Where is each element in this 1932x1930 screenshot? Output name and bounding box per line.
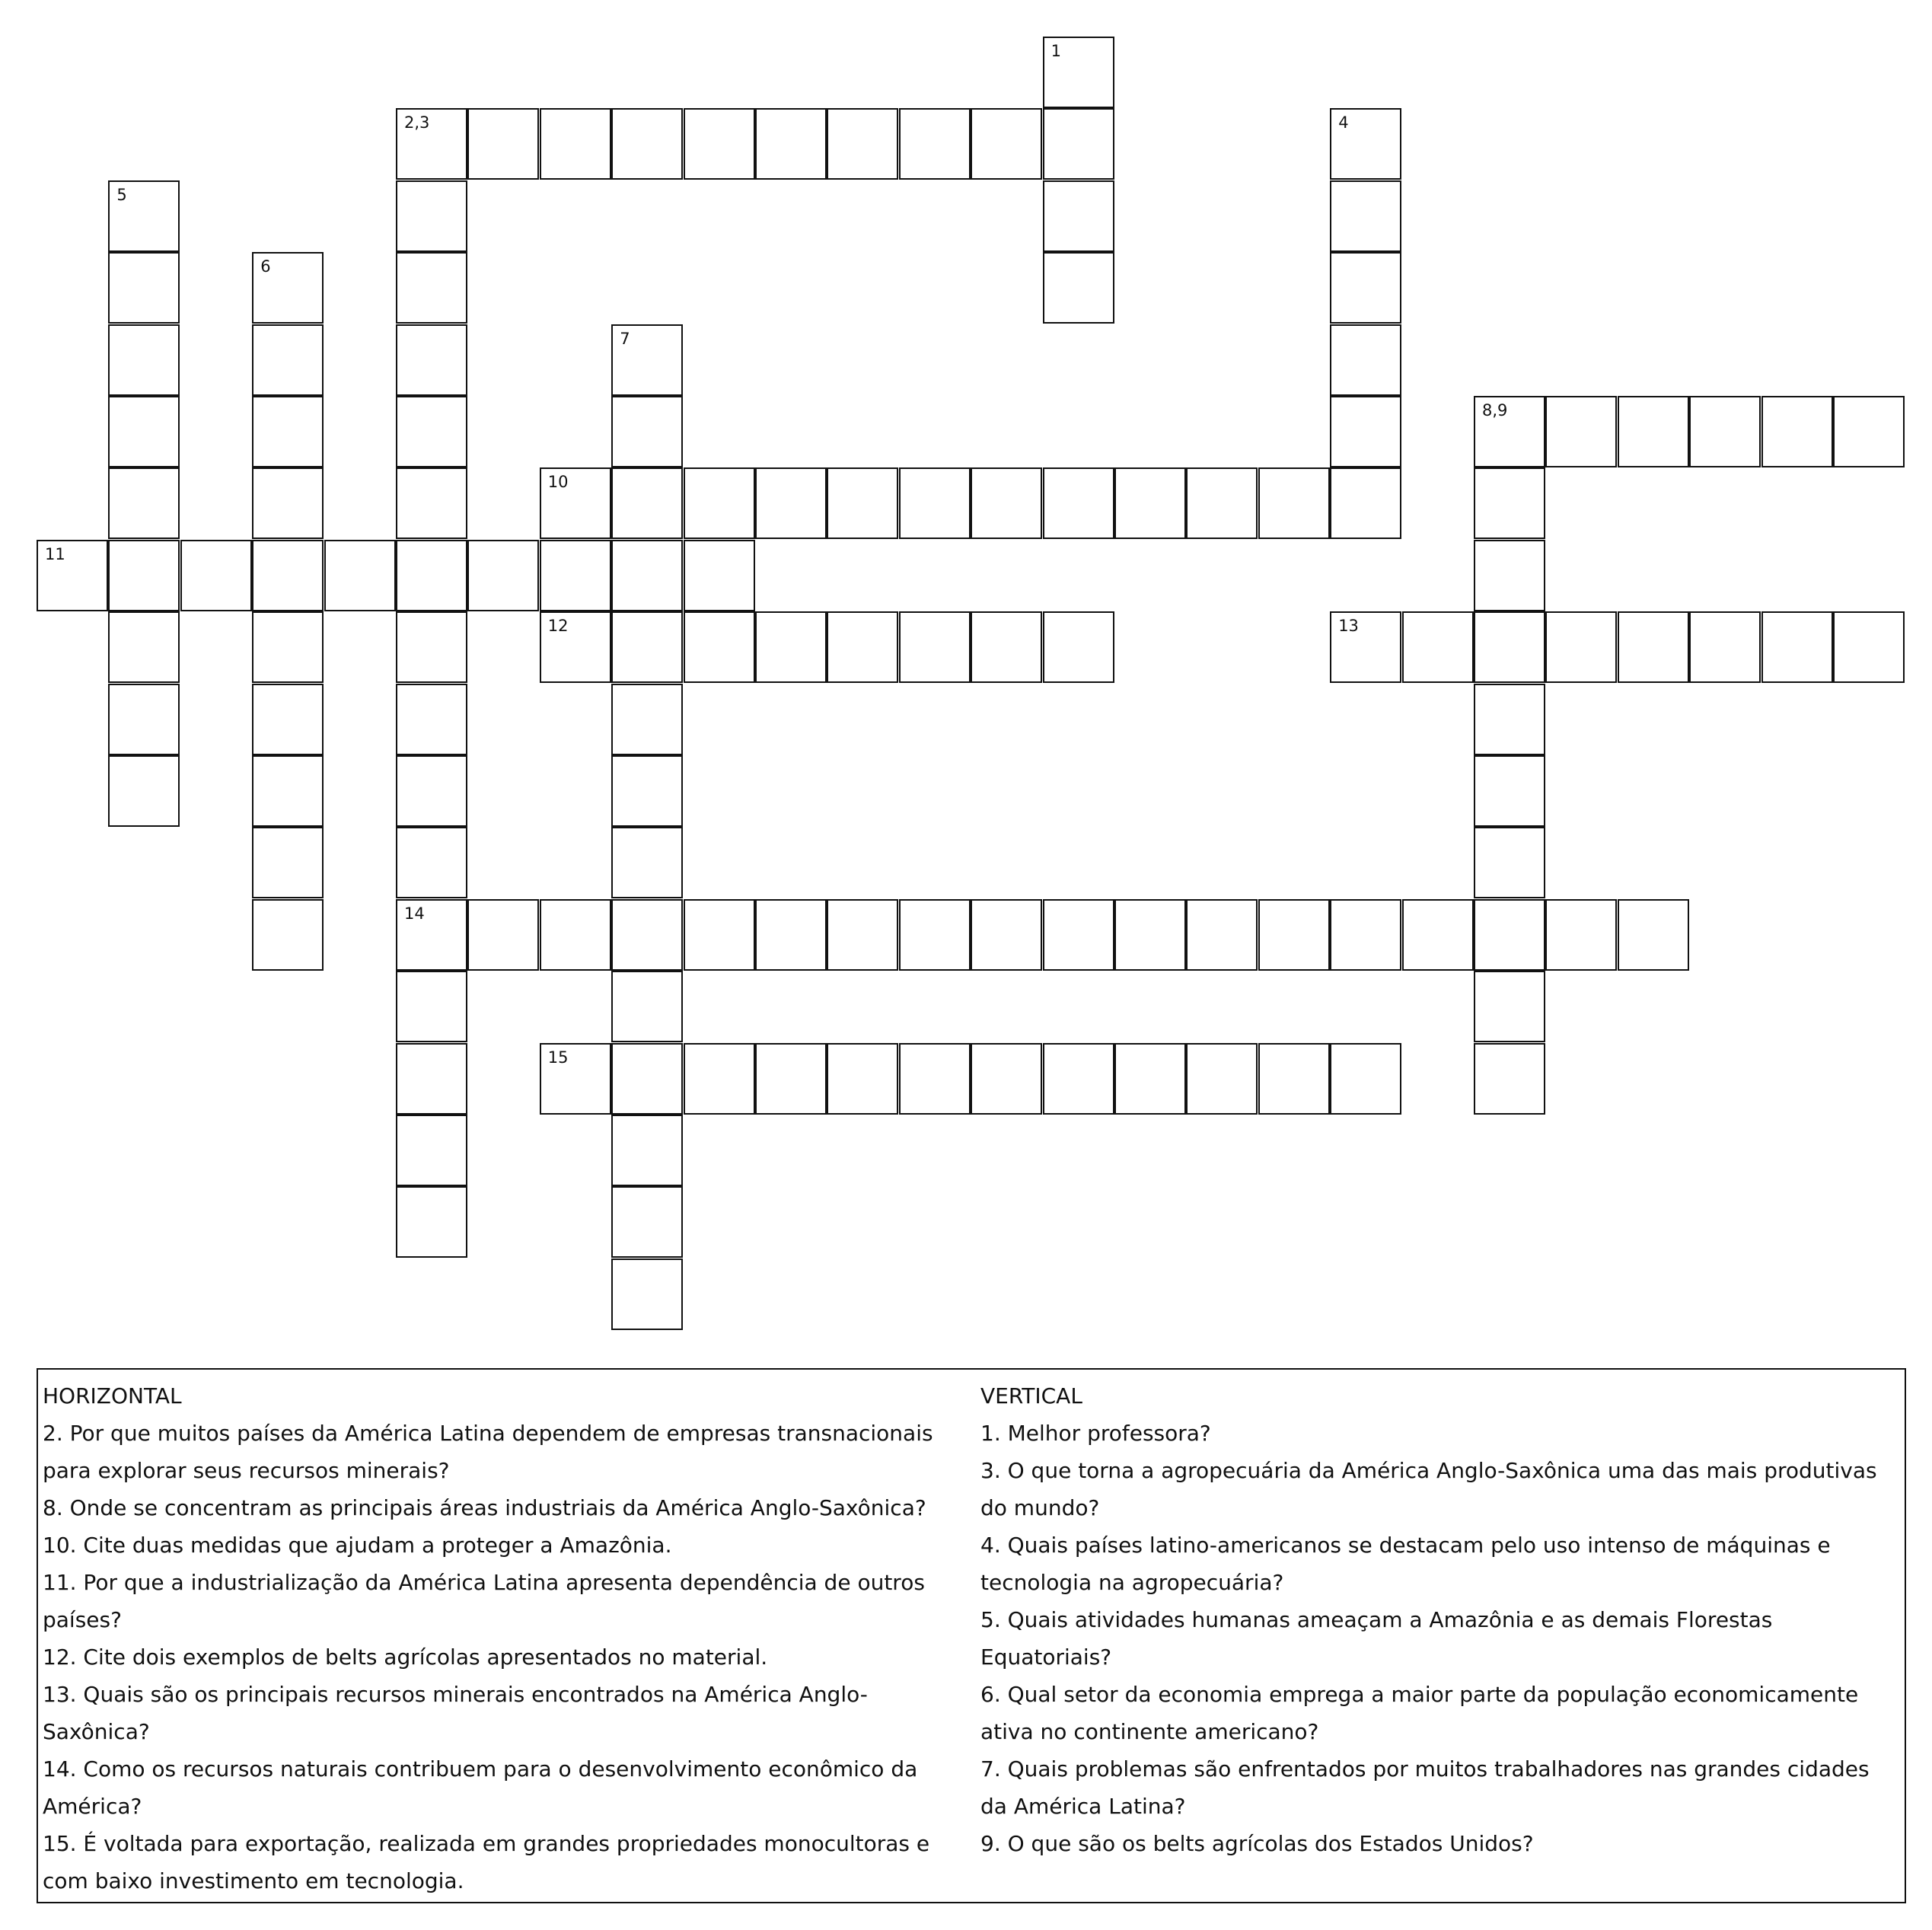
grid-cell[interactable] — [1761, 611, 1833, 683]
horizontal-clues — [43, 1377, 964, 1900]
grid-cell[interactable] — [396, 755, 467, 827]
grid-cell[interactable] — [108, 180, 180, 252]
grid-cell[interactable] — [611, 396, 683, 467]
grid-cell[interactable] — [540, 540, 611, 611]
grid-cell[interactable] — [611, 1115, 683, 1186]
grid-cell[interactable] — [684, 467, 755, 539]
grid-cell[interactable] — [684, 1043, 755, 1115]
grid-cell[interactable] — [252, 899, 324, 971]
grid-cell[interactable] — [899, 611, 971, 683]
grid-cell[interactable] — [611, 684, 683, 755]
grid-cell[interactable] — [396, 827, 467, 898]
grid-cell[interactable] — [1330, 899, 1401, 971]
grid-cell[interactable] — [1761, 396, 1833, 467]
grid-cell[interactable] — [611, 1186, 683, 1258]
grid-cell[interactable] — [324, 540, 396, 611]
grid-cell[interactable] — [899, 108, 971, 180]
grid-cell[interactable] — [396, 108, 467, 180]
grid-cell[interactable] — [1114, 1043, 1186, 1115]
grid-cell[interactable] — [1689, 611, 1761, 683]
grid-cell[interactable] — [396, 180, 467, 252]
grid-cell[interactable] — [1186, 1043, 1258, 1115]
clue-number: 11 — [45, 544, 65, 563]
grid-cell[interactable] — [1474, 899, 1545, 971]
grid-cell[interactable] — [396, 467, 467, 539]
grid-cell[interactable] — [971, 108, 1042, 180]
grid-cell[interactable] — [1330, 396, 1401, 467]
grid-cell[interactable] — [899, 899, 971, 971]
grid-cell[interactable] — [827, 611, 898, 683]
grid-cell[interactable] — [1545, 611, 1617, 683]
clue-down-9: 9. O que são os belts agrícolas dos Estados Unidos? — [980, 1831, 1534, 1856]
grid-cell[interactable] — [1402, 899, 1474, 971]
grid-cell[interactable] — [1043, 1043, 1114, 1115]
grid-cell[interactable] — [396, 684, 467, 755]
grid-cell[interactable] — [1618, 899, 1689, 971]
grid-cell[interactable] — [252, 684, 324, 755]
grid-cell[interactable] — [396, 324, 467, 396]
grid-cell[interactable] — [252, 755, 324, 827]
clue-number: 6 — [260, 257, 271, 276]
grid-cell[interactable] — [971, 611, 1042, 683]
grid-cell[interactable] — [899, 467, 971, 539]
grid-cell[interactable] — [1689, 396, 1761, 467]
grid-cell[interactable] — [1186, 467, 1258, 539]
clue-number: 15 — [547, 1048, 569, 1067]
grid-cell[interactable] — [396, 1043, 467, 1115]
clue-number: 1 — [1050, 42, 1061, 60]
grid-cell[interactable] — [1114, 467, 1186, 539]
grid-cell[interactable] — [611, 899, 683, 971]
grid-cell[interactable] — [467, 540, 539, 611]
clue-down-1: 1. Melhor professora? — [980, 1421, 1211, 1446]
clue-number: 7 — [620, 329, 630, 348]
grid-cell[interactable] — [540, 108, 611, 180]
clue-across-13: 13. Quais são os principais recursos minerais encontrados na América Anglo-Saxônica? — [43, 1682, 868, 1744]
grid-cell[interactable] — [1043, 37, 1114, 108]
grid-cell[interactable] — [755, 1043, 827, 1115]
grid-cell[interactable] — [396, 971, 467, 1042]
grid-cell[interactable] — [611, 1043, 683, 1115]
grid-cell[interactable] — [1474, 540, 1545, 611]
grid-cell[interactable] — [252, 827, 324, 898]
grid-cell[interactable] — [971, 1043, 1042, 1115]
grid-cell[interactable] — [611, 971, 683, 1042]
grid-cell[interactable] — [1618, 611, 1689, 683]
grid-cell[interactable] — [1186, 899, 1258, 971]
grid-cell[interactable] — [108, 611, 180, 683]
grid-cell[interactable] — [611, 540, 683, 611]
clue-down-6: 6. Qual setor da economia emprega a maior parte da população economicamente ativa no continente americano? — [980, 1682, 1859, 1744]
grid-cell[interactable] — [1043, 899, 1114, 971]
clue-number: 13 — [1338, 617, 1359, 636]
grid-cell[interactable] — [1043, 108, 1114, 180]
grid-cell[interactable] — [1043, 252, 1114, 324]
grid-cell[interactable] — [1474, 611, 1545, 683]
grid-cell[interactable] — [1043, 467, 1114, 539]
grid-cell[interactable] — [108, 540, 180, 611]
grid-cell[interactable] — [108, 252, 180, 324]
grid-cell[interactable] — [540, 611, 611, 683]
grid-cell[interactable] — [37, 540, 108, 611]
vertical-clues — [980, 1377, 1900, 1862]
grid-cell[interactable] — [971, 899, 1042, 971]
grid-cell[interactable] — [1258, 899, 1330, 971]
grid-cell[interactable] — [1474, 1043, 1545, 1115]
grid-cell[interactable] — [611, 827, 683, 898]
grid-cell[interactable] — [252, 324, 324, 396]
grid-cell[interactable] — [1474, 755, 1545, 827]
grid-cell[interactable] — [1330, 252, 1401, 324]
grid-cell[interactable] — [611, 611, 683, 683]
grid-cell[interactable] — [396, 899, 467, 971]
grid-cell[interactable] — [396, 252, 467, 324]
grid-cell[interactable] — [540, 467, 611, 539]
grid-cell[interactable] — [827, 899, 898, 971]
clue-number: 10 — [547, 473, 569, 492]
clue-across-10: 10. Cite duas medidas que ajudam a proteger a Amazônia. — [43, 1533, 672, 1558]
grid-cell[interactable] — [108, 684, 180, 755]
grid-cell[interactable] — [396, 540, 467, 611]
grid-cell[interactable] — [827, 108, 898, 180]
grid-cell[interactable] — [108, 324, 180, 396]
grid-cell[interactable] — [684, 611, 755, 683]
grid-cell[interactable] — [1545, 396, 1617, 467]
grid-cell[interactable] — [396, 1186, 467, 1258]
grid-cell[interactable] — [611, 755, 683, 827]
grid-cell[interactable] — [396, 611, 467, 683]
grid-cell[interactable] — [1833, 396, 1905, 467]
grid-cell[interactable] — [611, 108, 683, 180]
grid-cell[interactable] — [755, 467, 827, 539]
grid-cell[interactable] — [611, 467, 683, 539]
grid-cell[interactable] — [467, 899, 539, 971]
grid-cell[interactable] — [108, 396, 180, 467]
grid-cell[interactable] — [252, 467, 324, 539]
clue-across-2: 2. Por que muitos países da América Latina dependem de empresas transnacionais para explorar seus recursos minerais? — [43, 1421, 933, 1483]
grid-cell[interactable] — [252, 396, 324, 467]
grid-cell[interactable] — [1330, 180, 1401, 252]
clue-down-7: 7. Quais problemas são enfrentados por muitos trabalhadores nas grandes cidades da América Latina? — [980, 1756, 1870, 1819]
clue-number: 8,9 — [1482, 401, 1508, 419]
grid-cell[interactable] — [396, 396, 467, 467]
grid-cell[interactable] — [1330, 467, 1401, 539]
grid-cell[interactable] — [252, 611, 324, 683]
grid-cell[interactable] — [1258, 1043, 1330, 1115]
clue-down-5: 5. Quais atividades humanas ameaçam a Amazônia e as demais Florestas Equatoriais? — [980, 1607, 1773, 1670]
grid-cell[interactable] — [1258, 467, 1330, 539]
clue-number: 14 — [404, 904, 425, 923]
grid-cell[interactable] — [540, 899, 611, 971]
grid-cell[interactable] — [252, 252, 324, 324]
grid-cell[interactable] — [108, 467, 180, 539]
grid-cell[interactable] — [1474, 971, 1545, 1042]
grid-cell[interactable] — [540, 1043, 611, 1115]
grid-cell[interactable] — [1043, 180, 1114, 252]
grid-cell[interactable] — [180, 540, 252, 611]
grid-cell[interactable] — [1474, 684, 1545, 755]
grid-cell[interactable] — [899, 1043, 971, 1115]
grid-cell[interactable] — [108, 755, 180, 827]
grid-cell[interactable] — [1114, 899, 1186, 971]
grid-cell[interactable] — [396, 1115, 467, 1186]
grid-cell[interactable] — [1330, 611, 1401, 683]
grid-cell[interactable] — [1402, 611, 1474, 683]
grid-cell[interactable] — [1618, 396, 1689, 467]
clue-number: 12 — [547, 617, 569, 636]
grid-cell[interactable] — [684, 108, 755, 180]
grid-cell[interactable] — [684, 540, 755, 611]
grid-cell[interactable] — [1474, 396, 1545, 467]
grid-cell[interactable] — [1330, 324, 1401, 396]
clue-number: 4 — [1338, 113, 1349, 132]
grid-cell[interactable] — [1043, 611, 1114, 683]
vertical-heading: VERTICAL — [980, 1383, 1082, 1408]
grid-cell[interactable] — [467, 108, 539, 180]
grid-cell[interactable] — [827, 1043, 898, 1115]
grid-cell[interactable] — [971, 467, 1042, 539]
grid-cell[interactable] — [1330, 108, 1401, 180]
grid-cell[interactable] — [1330, 1043, 1401, 1115]
grid-cell[interactable] — [1545, 899, 1617, 971]
clue-across-12: 12. Cite dois exemplos de belts agrícolas apresentados no material. — [43, 1644, 768, 1670]
clue-across-15: 15. É voltada para exportação, realizada em grandes propriedades monocultoras e com baixo investimento em tecnologia. — [43, 1831, 930, 1893]
clue-number: 2,3 — [404, 113, 430, 132]
clues-panel — [37, 1368, 1906, 1903]
grid-cell[interactable] — [1474, 827, 1545, 898]
grid-cell[interactable] — [755, 108, 827, 180]
clue-number: 5 — [116, 185, 127, 204]
grid-cell[interactable] — [827, 467, 898, 539]
clue-across-14: 14. Como os recursos naturais contribuem para o desenvolvimento econômico da América? — [43, 1756, 918, 1819]
grid-cell[interactable] — [252, 540, 324, 611]
grid-cell[interactable] — [755, 611, 827, 683]
grid-cell[interactable] — [1833, 611, 1905, 683]
clue-down-3: 3. O que torna a agropecuária da América Anglo-Saxônica uma das mais produtivas do mundo? — [980, 1458, 1877, 1520]
grid-cell[interactable] — [611, 324, 683, 396]
horizontal-heading: HORIZONTAL — [43, 1383, 182, 1408]
grid-cell[interactable] — [684, 899, 755, 971]
grid-cell[interactable] — [755, 899, 827, 971]
grid-cell[interactable] — [611, 1258, 683, 1330]
clue-across-11: 11. Por que a industrialização da América Latina apresenta dependência de outros países? — [43, 1570, 925, 1632]
grid-cell[interactable] — [1474, 467, 1545, 539]
clue-across-8: 8. Onde se concentram as principais áreas industriais da América Anglo-Saxônica? — [43, 1495, 926, 1520]
clue-down-4: 4. Quais países latino-americanos se destacam pelo uso intenso de máquinas e tecnologia na agropecuária? — [980, 1533, 1831, 1595]
